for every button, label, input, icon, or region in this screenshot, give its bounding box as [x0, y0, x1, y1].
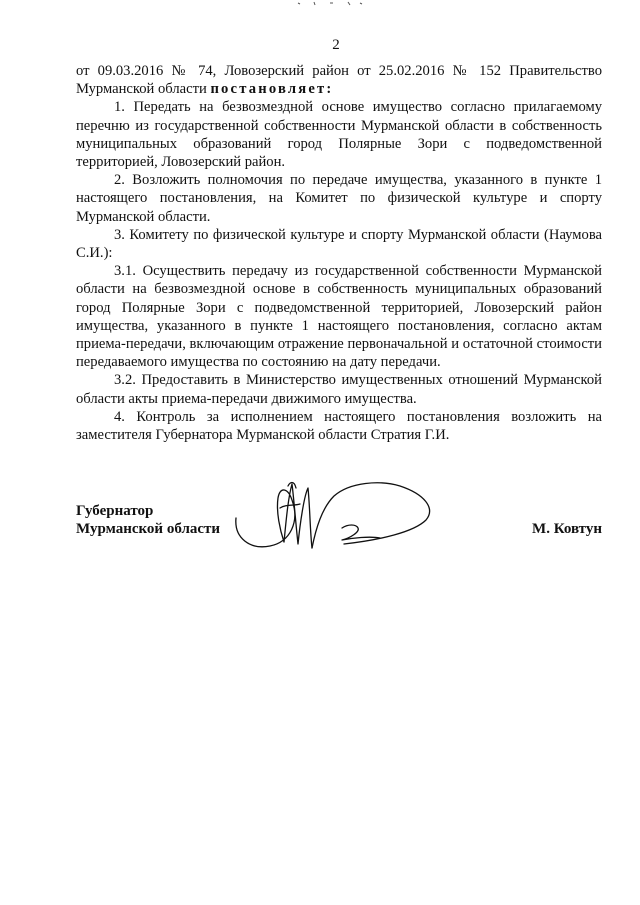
paragraph-3-1: 3.1. Осуществить передачу из государственной собственности Мурманской области на безвозмездной основе в собственность муниципальных образований город Полярные Зори с подведомственной территорией, Ловозерский район имущества, указанного в пункте 1 настоящего постановления, согласно актам приема-передачи, включающим отражение первоначальной и остаточной стоимости передаваемого имущества по состоянию на дату передачи.: [76, 263, 602, 371]
page-number: 2: [332, 37, 340, 53]
signer-title-line1: Губернатор: [76, 503, 154, 519]
decree-word: постановляет:: [210, 81, 334, 98]
paragraph-2: 2. Возложить полномочия по передаче имущества, указанного в пункте 1 настоящего постановления, на Комитет по физической культуре и спорту Мурманской области.: [76, 172, 602, 225]
signer-title-line2: Мурманской области: [76, 521, 221, 537]
paragraph-3: 3. Комитету по физической культуре и спорту Мурманской области (Наумова С.И.):: [76, 226, 602, 262]
signature-block: [76, 502, 602, 562]
document-body: [76, 62, 602, 444]
intro-text: от 09.03.2016 № 74, Ловозерский район от 25.02.2016 № 152 Правительство Мурманской области: [76, 63, 602, 98]
paragraph-4: 4. Контроль за исполнением настоящего постановления возложить на заместителя Губернатора Мурманской области Стратия Г.И.: [76, 408, 602, 444]
paragraph-3-2: 3.2. Предоставить в Министерство имущественных отношений Мурманской области акты приема-передачи движимого имущества.: [76, 372, 602, 407]
paragraph-1: 1. Передать на безвозмездной основе имущество согласно прилагаемому перечню из государственной собственности Мурманской области в собственность муниципальных образований город Полярные Зори с подведомственной территорией, Ловозерский район.: [76, 99, 602, 171]
intro-paragraph: [76, 62, 602, 98]
signer-name: М. Ковтун: [532, 521, 602, 537]
signer-title: [76, 502, 220, 538]
scan-artifact-marks: [290, 0, 370, 8]
